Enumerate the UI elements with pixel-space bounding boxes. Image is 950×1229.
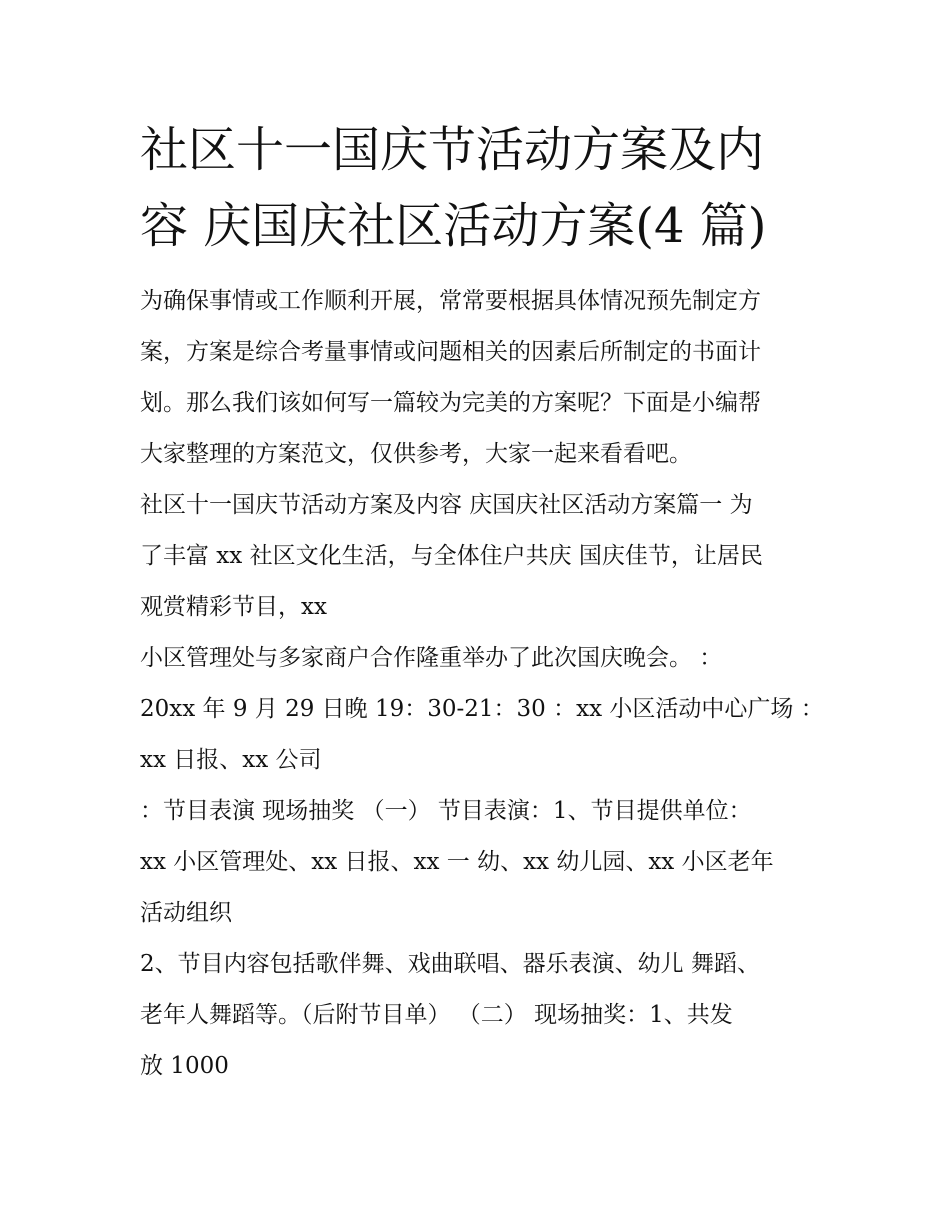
body-line-9: 20xx 年 9 月 29 日晚 19：30-21：30 ：xx 小区活动中心广场 ：: [140, 696, 824, 722]
body-line-8: 小区管理处与多家商户合作隆重举办了此次国庆晚会。 ：: [140, 645, 723, 671]
body-line-12: xx 小区管理处、xx 日报、xx 一 幼、xx 幼儿园、xx 小区老年: [140, 849, 774, 875]
body-line-10: xx 日报、xx 公司: [140, 747, 322, 773]
body-line-16: 放 1000: [140, 1053, 229, 1079]
body-line-13: 活动组织: [140, 900, 232, 926]
body-line-1: 为确保事情或工作顺利开展，常常要根据具体情况预先制定方: [140, 288, 761, 314]
body-line-2: 案，方案是综合考量事情或问题相关的因素后所制定的书面计: [140, 339, 761, 365]
body-line-14: 2、节目内容包括歌伴舞、戏曲联唱、器乐表演、幼儿 舞蹈、: [140, 951, 760, 977]
body-line-3: 划。那么我们该如何写一篇较为完美的方案呢？下面是小编帮: [140, 390, 761, 416]
title-line-1: 社区十一国庆节活动方案及内: [140, 122, 765, 178]
title-line-2: 容 庆国庆社区活动方案(4 篇): [140, 198, 767, 254]
body-line-6: 了丰富 xx 社区文化生活，与全体住户共庆 国庆佳节，让居民: [140, 543, 763, 569]
body-line-15: 老年人舞蹈等。（后附节目单） （二） 现场抽奖：1、共发: [140, 1002, 733, 1028]
body-line-4: 大家整理的方案范文，仅供参考，大家一起来看看吧。: [140, 441, 692, 467]
body-line-5: 社区十一国庆节活动方案及内容 庆国庆社区活动方案篇一 为: [140, 492, 753, 518]
body-line-11: ：节目表演 现场抽奖 （一） 节目表演：1、节目提供单位：: [140, 798, 752, 824]
document-title: [140, 112, 820, 264]
body-line-7: 观赏精彩节目，xx: [140, 594, 327, 620]
